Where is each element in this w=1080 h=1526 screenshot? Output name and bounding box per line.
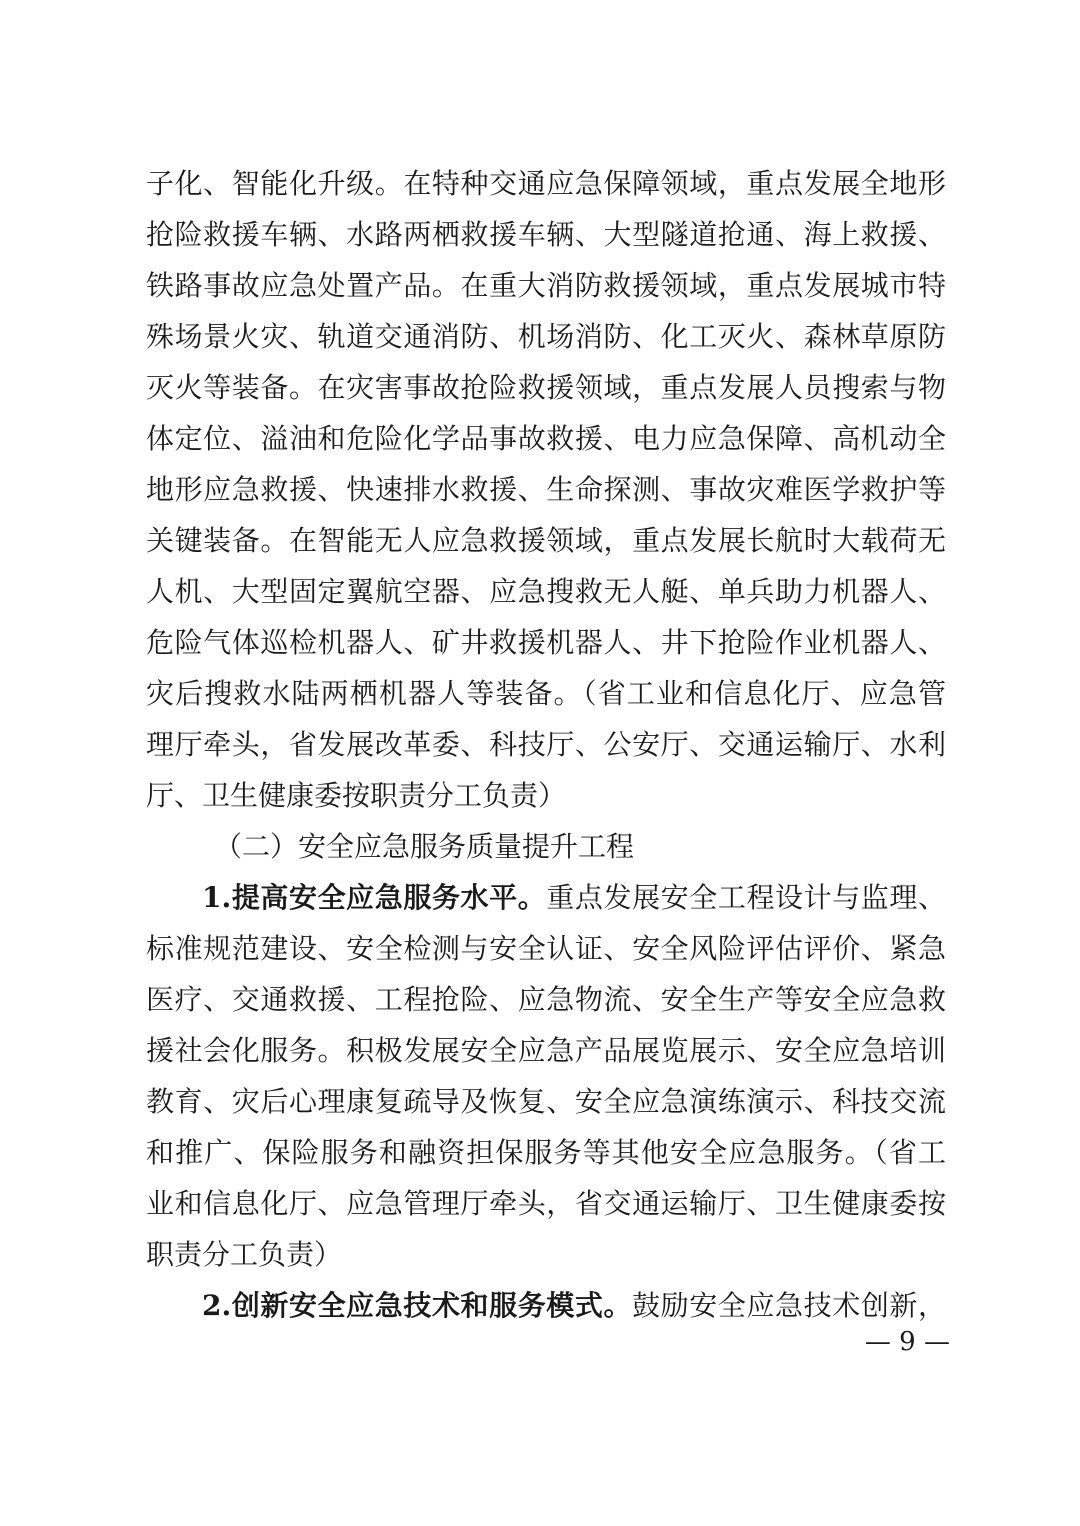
- text-line: 医疗、交通救援、工程抢险、应急物流、安全生产等安全应急救: [146, 983, 946, 1016]
- text-line: 灭火等装备。在灾害事故抢险救援领域，重点发展人员搜索与物: [146, 371, 946, 404]
- document-body: [146, 158, 946, 1331]
- text-line: 体定位、溢油和危险化学品事故救援、电力应急保障、高机动全: [146, 422, 946, 455]
- paragraph-service-level: [146, 872, 946, 1280]
- text-run: 重点发展安全工程设计与监理、: [546, 881, 946, 914]
- text-line: 理厅牵头，省发展改革委、科技厅、公安厅、交通运输厅、水利: [146, 728, 946, 761]
- paragraph-service-mode: [146, 1280, 946, 1331]
- text-line: 人机、大型固定翼航空器、应急搜救无人艇、单兵助力机器人、: [146, 575, 946, 608]
- paragraph-equipment: [146, 158, 946, 821]
- text-line: 灾后搜救水陆两栖机器人等装备。（省工业和信息化厅、应急管: [146, 677, 946, 710]
- text-line: 铁路事故应急处置产品。在重大消防救援领域，重点发展城市特: [146, 269, 946, 302]
- text-line: [146, 1280, 946, 1331]
- text-line: 和推广、保险服务和融资担保服务等其他安全应急服务。（省工: [146, 1136, 946, 1169]
- text-line: 子化、智能化升级。在特种交通应急保障领域，重点发展全地形: [146, 167, 946, 200]
- text-line: 教育、灾后心理康复疏导及恢复、安全应急演练演示、科技交流: [146, 1085, 946, 1118]
- text-line: 抢险救援车辆、水路两栖救援车辆、大型隧道抢通、海上救援、: [146, 218, 946, 251]
- text-line: 标准规范建设、安全检测与安全认证、安全风险评估评价、紧急: [146, 932, 946, 965]
- page-number: — 9 —: [864, 1327, 950, 1357]
- text-line: 地形应急救援、快速排水救援、生命探测、事故灾难医学救护等: [146, 473, 946, 506]
- text-line: 殊场景火灾、轨道交通消防、机场消防、化工灭火、森林草原防: [146, 320, 946, 353]
- bold-lead: 2.创新安全应急技术和服务模式。: [202, 1289, 633, 1322]
- section-heading: （二）安全应急服务质量提升工程: [214, 830, 635, 863]
- text-line: [146, 872, 946, 923]
- bold-lead: 1.提高安全应急服务水平。: [202, 881, 547, 914]
- text-line: 关键装备。在智能无人应急救援领域，重点发展长航时大载荷无: [146, 524, 946, 557]
- text-line: 业和信息化厅、应急管理厅牵头，省交通运输厅、卫生健康委按: [146, 1187, 946, 1220]
- text-line: 职责分工负责）: [146, 1238, 343, 1271]
- text-line: 援社会化服务。积极发展安全应急产品展览展示、安全应急培训: [146, 1034, 946, 1067]
- text-run: 鼓励安全应急技术创新，: [632, 1289, 946, 1322]
- text-line: 危险气体巡检机器人、矿井救援机器人、井下抢险作业机器人、: [146, 626, 946, 659]
- text-line: 厅、卫生健康委按职责分工负责）: [146, 779, 567, 812]
